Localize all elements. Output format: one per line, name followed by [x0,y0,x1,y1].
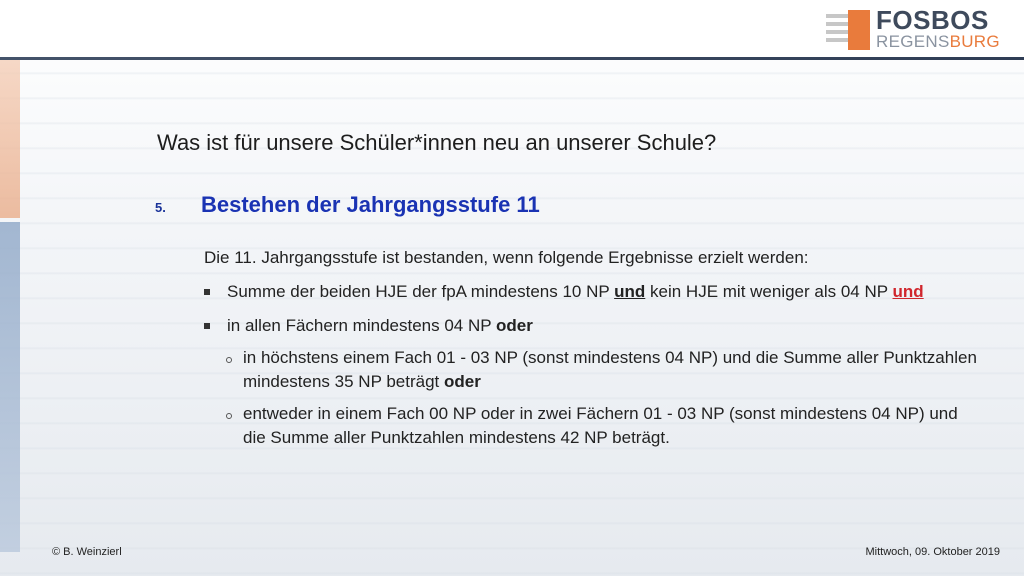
logo-text-sub: REGENSBURG [876,32,1000,51]
footer-author: © B. Weinzierl [52,546,122,558]
footer-date: Mittwoch, 09. Oktober 2019 [865,546,1000,558]
bullet-text: kein HJE mit weniger als 04 NP [645,282,893,301]
section-title: Bestehen der Jahrgangsstufe 11 [201,192,540,217]
bullet-text: Summe der beiden HJE der fpA mindestens 10 NP [227,282,615,301]
slide-title: Was ist für unsere Schüler*innen neu an unserer Schule? [157,130,717,155]
logo-mark-icon [826,10,870,50]
sub-bullet-item [204,402,984,450]
left-accent-orange [0,60,20,218]
keyword-und-highlight: und [892,282,924,301]
left-accent-blue [0,222,20,552]
circle-bullet-icon [226,357,232,363]
sub-bullet-text: in höchstens einem Fach 01 - 03 NP (sonst mindestens 04 NP) und die Summe aller Punktzahlen mindestens 35 NP beträgt [243,348,977,391]
header-rule [0,57,1024,60]
bullet-text: in allen Fächern mindestens 04 NP [227,316,497,335]
sub-bullet-text: entweder in einem Fach 00 NP oder in zwei Fächern 01 - 03 NP (sonst mindestens 04 NP) und die Summe aller Punktzahlen mindestens 42 NP beträgt. [243,404,958,447]
square-bullet-icon [204,323,210,329]
bullet-list [204,280,984,450]
school-logo [826,5,1006,52]
bullet-item [204,280,984,304]
intro-text: Die 11. Jahrgangsstufe ist bestanden, wenn folgende Ergebnisse erzielt werden: [204,248,809,267]
logo-text-main: FOSBOS [876,5,989,35]
square-bullet-icon [204,289,210,295]
keyword-oder: oder [443,372,481,391]
keyword-und: und [614,282,646,301]
keyword-oder: oder [496,316,533,335]
section-number: 5. [155,200,166,215]
bullet-item [204,314,984,338]
sub-bullet-item [204,346,984,394]
section-heading [155,192,540,218]
circle-bullet-icon [226,413,232,419]
